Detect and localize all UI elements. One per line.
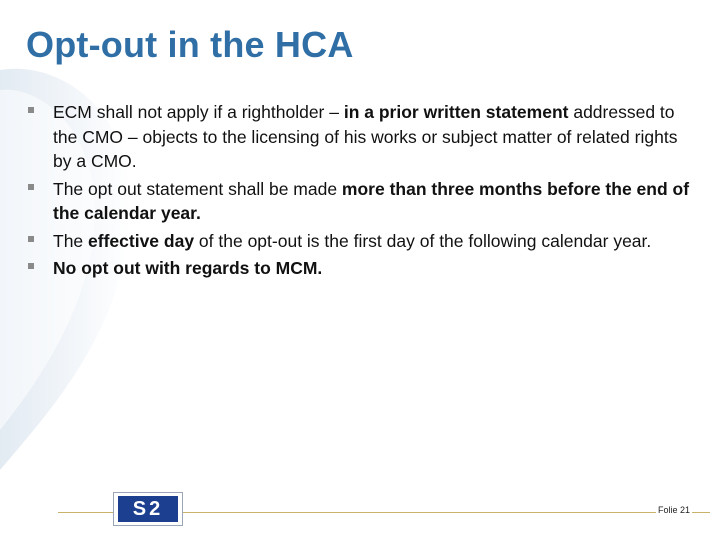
- bullet-item: [28, 229, 700, 254]
- bullet-item: [28, 256, 700, 281]
- page-number: Folie 21: [658, 505, 691, 515]
- bullet-text: ECM shall not apply if a rightholder – in a prior written statement addressed to the CMO – objects to the licensing of his works or subject matter of related rights by a CMO.: [53, 102, 678, 171]
- bullet-square-icon: [28, 107, 34, 113]
- bullet-text: No opt out with regards to MCM.: [53, 258, 323, 278]
- bullet-text: The effective day of the opt-out is the first day of the following calendar year.: [53, 230, 652, 251]
- bullet-square-icon: [28, 184, 34, 190]
- bullet-item: [28, 177, 700, 226]
- bullet-square-icon: [28, 236, 34, 242]
- logo-mark: S2: [118, 496, 178, 522]
- bullet-item: [28, 100, 700, 174]
- s2-logo: [113, 492, 183, 526]
- bullet-list: [28, 100, 700, 284]
- bullet-text: The opt out statement shall be made more than three months before the end of the calendar year.: [53, 178, 690, 223]
- bullet-square-icon: [28, 263, 34, 269]
- slide-title: Opt-out in the HCA: [26, 24, 354, 65]
